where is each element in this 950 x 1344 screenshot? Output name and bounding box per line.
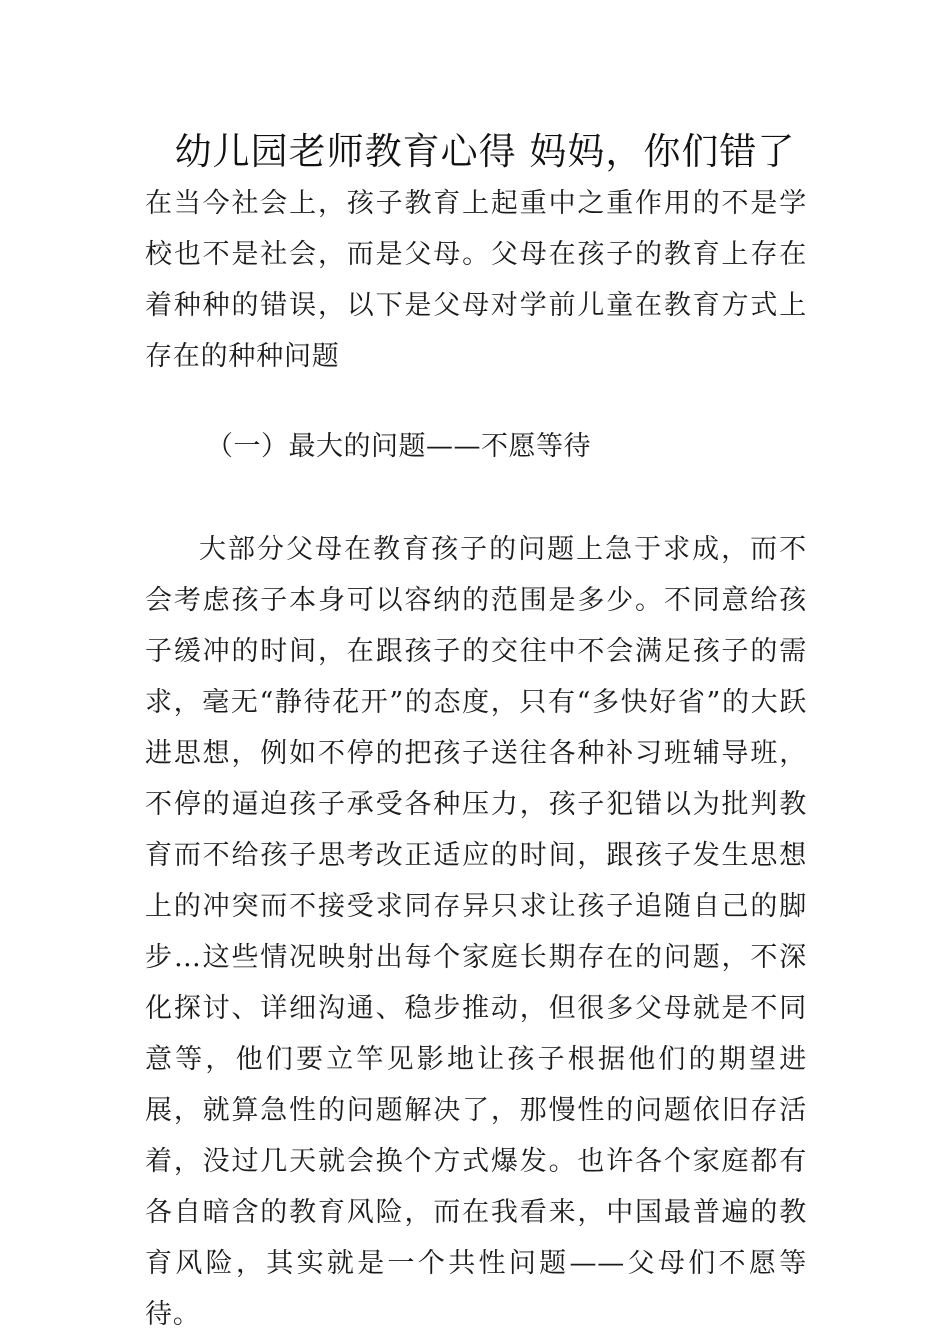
- document-title: 幼儿园老师教育心得 妈妈，你们错了: [174, 130, 796, 173]
- section-heading: （一）最大的问题——不愿等待: [206, 431, 591, 462]
- intro-paragraph: 在当今社会上，孩子教育上起重中之重作用的不是学校也不是社会，而是父母。父母在孩子的教育上存在着种种的错误，以下是父母对学前儿童在教育方式上存在的种种问题: [145, 188, 807, 372]
- section-paragraph: 大部分父母在教育孩子的问题上急于求成，而不会考虑孩子本身可以容纳的范围是多少。不同意给孩子缓冲的时间，在跟孩子的交往中不会满足孩子的需求，毫无“静待花开”的态度，只有“多快好省”的大跃进思想，例如不停的把孩子送往各种补习班辅导班，不停的逼迫孩子承受各种压力，孩子犯错以为批判教育而不给孩子思考改正适应的时间，跟孩子发生思想上的冲突而不接受求同存异只求让孩子追随自己的脚步…这些情况映射出每个家庭长期存在的问题，不深化探讨、详细沟通、稳步推动，但很多父母就是不同意等，他们要立竿见影地让孩子根据他们的期望进展，就算急性的问题解决了，那慢性的问题依旧存活着，没过几天就会换个方式爆发。也许各个家庭都有各自暗含的教育风险，而在我看来，中国最普遍的教育风险，其实就是一个共性问题——父母们不愿等待。: [145, 534, 807, 1330]
